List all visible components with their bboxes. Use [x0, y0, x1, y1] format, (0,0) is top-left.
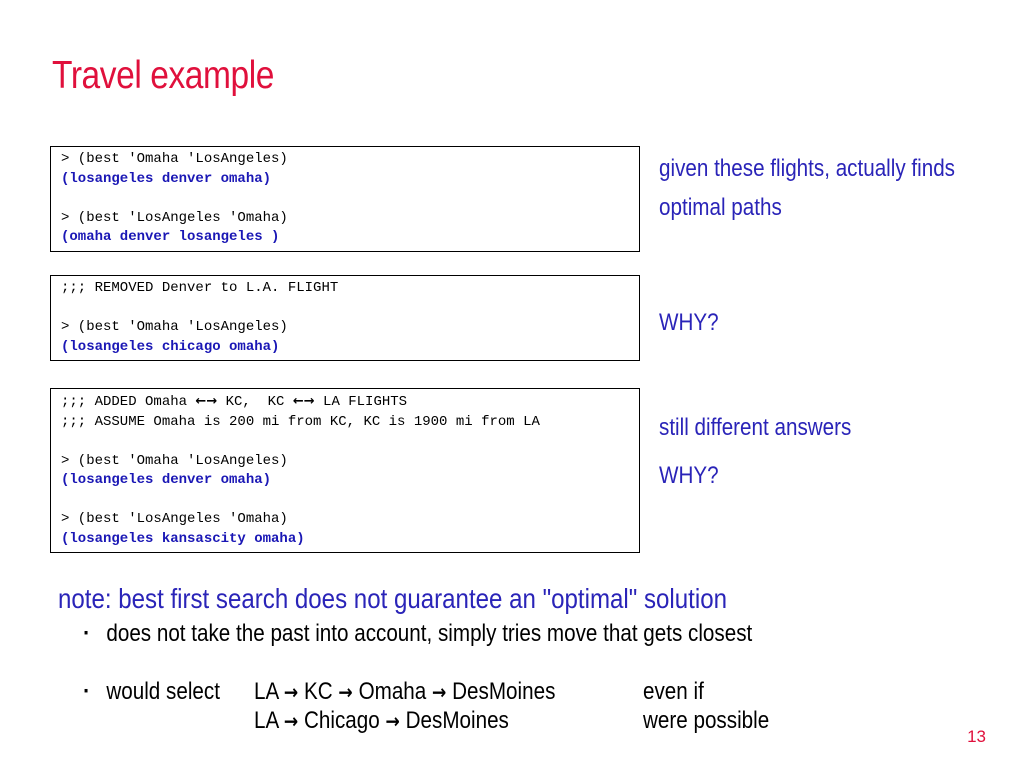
- code-line: > (best 'Omaha 'LosAngeles): [61, 151, 288, 167]
- path-stop: DesMoines: [405, 707, 509, 734]
- bullet-2-lead: would select: [106, 678, 220, 705]
- side-note-2: WHY?: [659, 309, 719, 336]
- code-line: > (best 'LosAngeles 'Omaha): [61, 209, 288, 226]
- code-block-3: [50, 388, 640, 553]
- code-line: > (best 'Omaha 'LosAngeles): [61, 319, 288, 335]
- code-line: ;;; ASSUME Omaha is 200 mi from KC, KC is 1900 mi from LA: [61, 413, 540, 430]
- code-line: ;;; ADDED Omaha ←→ KC, KC ←→ LA FLIGHTS: [61, 394, 408, 410]
- bidirectional-arrow-icon: ←→: [292, 394, 315, 409]
- bullet-marker: ▪: [84, 624, 89, 640]
- code-line: (losangeles kansascity omaha): [61, 530, 305, 547]
- right-arrow-icon: →: [431, 680, 447, 704]
- main-note: note: best first search does not guarantee an "optimal" solution: [58, 583, 727, 614]
- bidirectional-arrow-icon: ←→: [195, 394, 218, 409]
- bullet-2: [84, 678, 220, 706]
- side-note-4: WHY?: [659, 462, 719, 489]
- path-stop: KC: [304, 678, 333, 705]
- code-line: [61, 491, 629, 511]
- code-block-2: [50, 275, 640, 361]
- bullet-1: [84, 620, 752, 648]
- code-block-1: [50, 146, 640, 252]
- code-line: > (best 'LosAngeles 'Omaha): [61, 511, 288, 527]
- code-line: [61, 432, 629, 452]
- side-note-3: still different answers: [659, 414, 852, 441]
- right-arrow-icon: →: [385, 709, 400, 733]
- condition-2: were possible: [643, 707, 770, 734]
- right-arrow-icon: →: [283, 680, 299, 704]
- page-number: 13: [967, 727, 986, 746]
- side-note-1-line-1: given these flights, actually finds: [659, 155, 956, 182]
- path-line-1: [254, 678, 555, 706]
- code-line: (losangeles denver omaha): [61, 170, 272, 187]
- code-line: (losangeles chicago omaha): [61, 338, 280, 355]
- path-line-2: [254, 707, 509, 735]
- path-stop: DesMoines: [452, 678, 556, 705]
- right-arrow-icon: →: [338, 680, 353, 704]
- code-line: (omaha denver losangeles ): [61, 229, 280, 245]
- code-line: [61, 189, 629, 209]
- right-arrow-icon: →: [283, 709, 299, 733]
- code-line: (losangeles denver omaha): [61, 472, 272, 488]
- side-note-1-line-2: optimal paths: [659, 194, 782, 221]
- bullet-1-text: does not take the past into account, simply tries move that gets closest: [106, 620, 753, 647]
- path-stop: Omaha: [358, 678, 427, 705]
- path-stop: LA: [254, 678, 279, 705]
- condition-1: even if: [643, 678, 704, 705]
- path-stop: Chicago: [304, 707, 380, 734]
- slide-title: Travel example: [52, 54, 275, 97]
- path-stop: LA: [254, 707, 279, 734]
- code-line: [61, 299, 629, 319]
- bullet-marker: ▪: [84, 682, 89, 698]
- code-line: > (best 'Omaha 'LosAngeles): [61, 452, 288, 469]
- code-line: ;;; REMOVED Denver to L.A. FLIGHT: [61, 280, 339, 296]
